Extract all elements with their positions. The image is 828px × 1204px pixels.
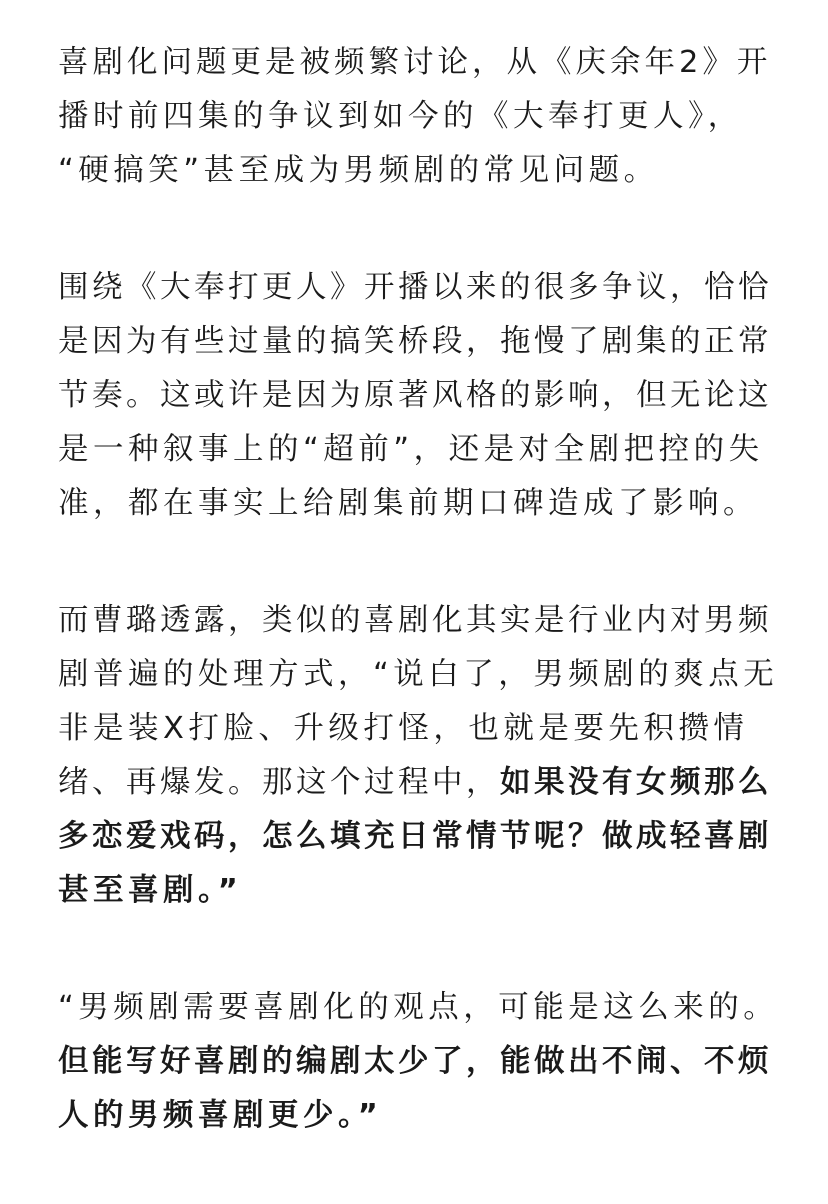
text-line [58,648,778,702]
text-line [58,756,778,810]
paragraph [58,36,778,198]
bold-text-segment: 多恋爱戏码，怎么填充日常情节呢？做成轻喜剧 [58,819,772,854]
article-body [58,36,778,1143]
text-segment: 是一种叙事上的“超前”，还是对全剧把控的失 [58,432,764,467]
paragraph [58,261,778,531]
text-segment: 节奏。这或许是因为原著风格的影响，但无论这 [58,378,772,413]
paragraph [58,981,778,1143]
text-segment: 围绕《大奉打更人》开播以来的很多争议，恰恰 [58,270,772,305]
text-line [58,810,778,864]
text-line [58,261,778,315]
text-segment: “硬搞笑”甚至成为男频剧的常见问题。 [58,153,659,188]
text-line [58,702,778,756]
bold-text-segment: 如果没有女频那么 [500,765,772,800]
bold-text-segment: 人的男频喜剧更少。” [58,1098,383,1133]
text-line [58,1035,778,1089]
bold-text-segment: 但能写好喜剧的编剧太少了，能做出不闹、不烦 [58,1044,772,1079]
text-segment: 喜剧化问题更是被频繁讨论，从《庆余年2》开 [58,45,772,80]
text-line [58,477,778,531]
text-line [58,90,778,144]
text-line [58,594,778,648]
text-segment: 准，都在事实上给剧集前期口碑造成了影响。 [58,486,758,521]
text-segment: 绪、再爆发。那这个过程中， [58,765,500,800]
text-line [58,144,778,198]
text-segment: “男频剧需要喜剧化的观点，可能是这么来的。 [58,990,779,1025]
text-segment: 播时前四集的争议到如今的《大奉打更人》， [58,99,743,134]
text-segment: 是因为有些过量的搞笑桥段，拖慢了剧集的正常 [58,324,772,359]
text-line [58,864,778,918]
text-line [58,1089,778,1143]
text-line [58,423,778,477]
text-line [58,315,778,369]
text-line [58,36,778,90]
text-line [58,981,778,1035]
text-line [58,369,778,423]
text-segment: 而曹璐透露，类似的喜剧化其实是行业内对男频 [58,603,772,638]
bold-text-segment: 甚至喜剧。” [58,873,243,908]
text-segment: 非是装X打脸、升级打怪，也就是要先积攒情 [58,711,749,746]
text-segment: 剧普遍的处理方式，“说白了，男频剧的爽点无 [58,657,779,692]
paragraph [58,594,778,918]
